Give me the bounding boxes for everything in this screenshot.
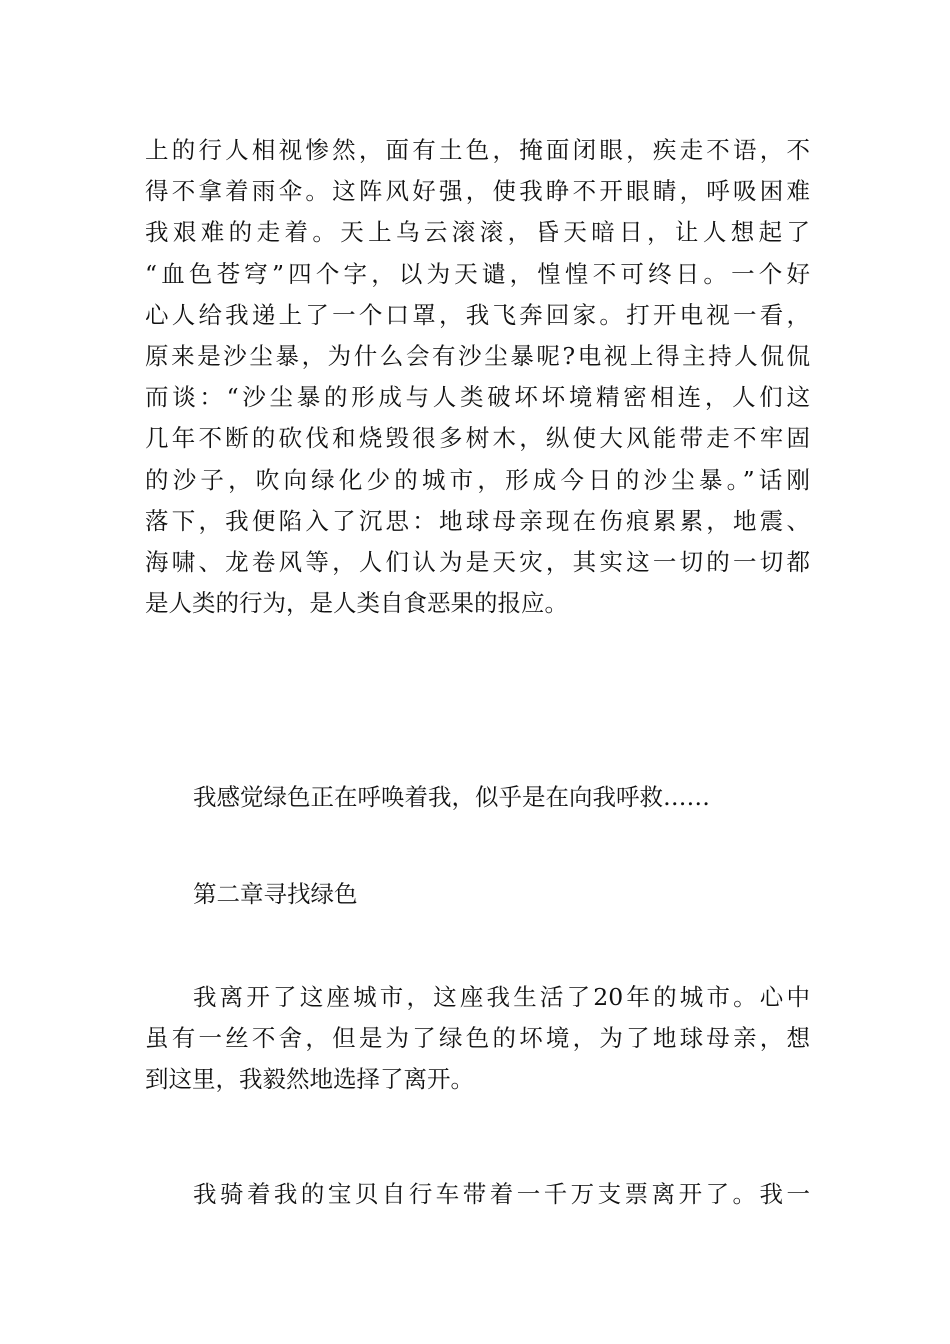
paragraph-line: 我骑着我的宝贝自行车带着一千万支票离开了。我一 (193, 1180, 810, 1208)
paragraph-sandstorm (145, 130, 810, 624)
paragraph-line: 海啸、龙卷风等，人们认为是天灾，其实这一切的一切都 (145, 548, 810, 577)
paragraph-line: 虽有一丝不舍，但是为了绿色的坏境，为了地球母亲，想 (145, 1024, 810, 1053)
paragraph-line: 上的行人相视惨然，面有土色，掩面闭眼，疾走不语，不 (145, 136, 810, 164)
paragraph-line: 的沙子，吹向绿化少的城市，形成今日的沙尘暴。”话刚 (145, 465, 810, 494)
paragraph-line: 得不拿着雨伞。这阵风好强，使我睁不开眼睛，呼吸困难 (145, 177, 810, 206)
chapter-heading (145, 874, 810, 915)
paragraph-green-calling (145, 777, 810, 818)
paragraph-line: “血色苍穹”四个字，以为天谴，惶惶不可终日。一个好 (145, 259, 810, 288)
paragraph-line: 是人类的行为，是人类自食恶果的报应。 (145, 589, 568, 618)
paragraph-line: 几年不断的砍伐和烧毁很多树木，纵使大风能带走不牢固 (145, 424, 810, 453)
paragraph-bicycle (145, 1174, 810, 1215)
paragraph-line: 我离开了这座城市，这座我生活了20年的城市。心中 (193, 983, 810, 1011)
paragraph-line: 心人给我递上了一个口罩，我飞奔回家。打开电视一看， (145, 300, 810, 329)
paragraph-leaving-city (145, 977, 810, 1101)
paragraph-line: 我感觉绿色正在呼唤着我，似乎是在向我呼救…… (193, 783, 710, 811)
paragraph-line: 而谈：“沙尘暴的形成与人类破坏坏境精密相连，人们这 (145, 383, 810, 412)
chapter-title: 第二章寻找绿色 (193, 880, 358, 908)
paragraph-line: 我艰难的走着。天上乌云滚滚，昏天暗日，让人想起了 (145, 218, 810, 247)
paragraph-line: 落下，我便陷入了沉思：地球母亲现在伤痕累累，地震、 (145, 506, 810, 535)
paragraph-line: 原来是沙尘暴，为什么会有沙尘暴呢?电视上得主持人侃侃 (145, 342, 810, 371)
paragraph-line: 到这里，我毅然地选择了离开。 (145, 1065, 474, 1094)
